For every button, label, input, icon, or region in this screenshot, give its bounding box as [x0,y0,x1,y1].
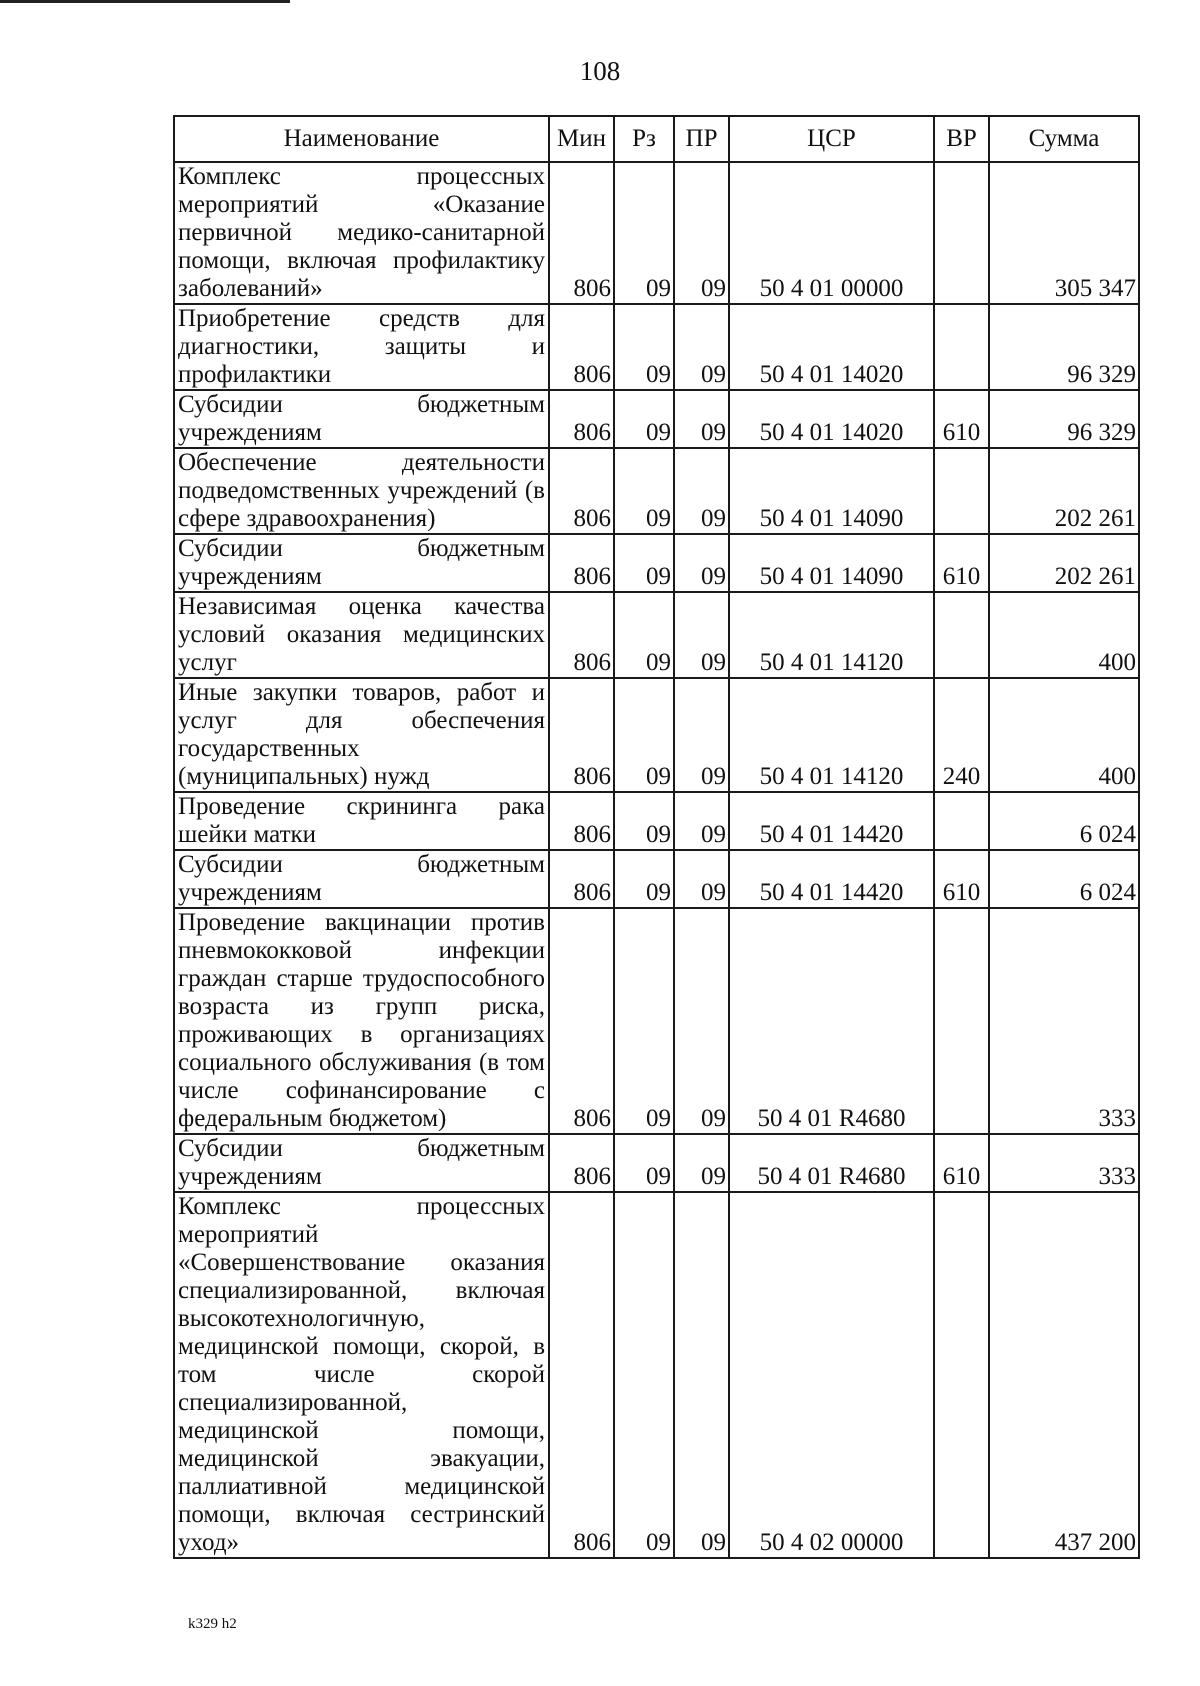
table-row [174,1192,1139,1558]
row-name: Проведение вакцинации против пневмококковой инфекции граждан старше трудоспособного возраста из групп риска, проживающих в организациях социального обслуживания (в том числе софинансирование с федеральным бюджетом) [174,908,549,1134]
table-row [174,162,1139,304]
footer-code: k329 h2 [188,1616,237,1632]
header-name: Наименование [174,116,549,162]
row-sum: 6 024 [989,850,1139,908]
table-row [174,304,1139,390]
row-vr: 610 [934,390,989,448]
table-row [174,448,1139,534]
row-sum: 305 347 [989,162,1139,304]
row-min: 806 [549,448,614,534]
table-row [174,792,1139,850]
row-rz: 09 [614,304,674,390]
row-name: Субсидии бюджетным учреждениям [174,1134,549,1192]
row-csr: 50 4 01 14020 [729,304,934,390]
row-rz: 09 [614,162,674,304]
row-rz: 09 [614,908,674,1134]
row-name: Иные закупки товаров, работ и услуг для обеспечения государственных (муниципальных) нужд [174,678,549,792]
row-vr [934,162,989,304]
row-rz: 09 [614,592,674,678]
row-vr [934,908,989,1134]
row-name: Проведение скрининга рака шейки матки [174,792,549,850]
table-row [174,592,1139,678]
row-sum: 202 261 [989,534,1139,592]
row-min: 806 [549,908,614,1134]
row-pr: 09 [674,592,729,678]
row-name: Приобретение средств для диагностики, защиты и профилактики [174,304,549,390]
table-row [174,390,1139,448]
row-pr: 09 [674,534,729,592]
row-pr: 09 [674,162,729,304]
row-name: Комплекс процессных мероприятий «Оказание первичной медико-санитарной помощи, включая профилактику заболеваний» [174,162,549,304]
row-sum: 333 [989,908,1139,1134]
row-vr [934,592,989,678]
row-vr [934,304,989,390]
row-pr: 09 [674,850,729,908]
row-min: 806 [549,850,614,908]
row-sum: 202 261 [989,448,1139,534]
row-sum: 6 024 [989,792,1139,850]
row-vr: 610 [934,1134,989,1192]
row-name: Субсидии бюджетным учреждениям [174,534,549,592]
row-name: Обеспечение деятельности подведомственных учреждений (в сфере здравоохранения) [174,448,549,534]
row-vr [934,1192,989,1558]
budget-table [173,115,1140,1559]
row-sum: 400 [989,592,1139,678]
header-pr: ПР [674,116,729,162]
row-pr: 09 [674,678,729,792]
row-pr: 09 [674,1192,729,1558]
row-sum: 96 329 [989,390,1139,448]
row-vr [934,448,989,534]
row-min: 806 [549,162,614,304]
row-csr: 50 4 01 14120 [729,592,934,678]
row-sum: 437 200 [989,1192,1139,1558]
row-vr: 610 [934,850,989,908]
row-min: 806 [549,390,614,448]
header-vr: ВР [934,116,989,162]
table-row [174,534,1139,592]
row-rz: 09 [614,678,674,792]
row-rz: 09 [614,792,674,850]
row-sum: 400 [989,678,1139,792]
row-name: Субсидии бюджетным учреждениям [174,390,549,448]
row-csr: 50 4 01 14090 [729,448,934,534]
row-csr: 50 4 01 14420 [729,792,934,850]
row-pr: 09 [674,1134,729,1192]
row-min: 806 [549,678,614,792]
row-name: Комплекс процессных мероприятий «Совершенствование оказания специализированной, включая высокотехнологичную, медицинской помощи, скорой, в том числе скорой специализированной, медицинской помощи, медицинской эвакуации, паллиативной медицинской помощи, включая сестринский уход» [174,1192,549,1558]
row-rz: 09 [614,448,674,534]
header-csr: ЦСР [729,116,934,162]
row-min: 806 [549,592,614,678]
row-min: 806 [549,1192,614,1558]
table-header-row [174,116,1139,162]
row-rz: 09 [614,390,674,448]
row-csr: 50 4 01 14120 [729,678,934,792]
table-row [174,1134,1139,1192]
row-min: 806 [549,534,614,592]
row-vr: 240 [934,678,989,792]
row-rz: 09 [614,1192,674,1558]
table-row [174,678,1139,792]
row-vr: 610 [934,534,989,592]
row-min: 806 [549,792,614,850]
row-csr: 50 4 01 R4680 [729,1134,934,1192]
header-sum: Сумма [989,116,1139,162]
row-min: 806 [549,304,614,390]
row-sum: 96 329 [989,304,1139,390]
header-min: Мин [549,116,614,162]
row-csr: 50 4 01 14420 [729,850,934,908]
row-sum: 333 [989,1134,1139,1192]
row-rz: 09 [614,534,674,592]
row-rz: 09 [614,850,674,908]
row-csr: 50 4 01 14090 [729,534,934,592]
row-csr: 50 4 01 R4680 [729,908,934,1134]
table-row [174,850,1139,908]
row-csr: 50 4 01 14020 [729,390,934,448]
row-min: 806 [549,1134,614,1192]
header-rz: Рз [614,116,674,162]
row-csr: 50 4 01 00000 [729,162,934,304]
row-name: Независимая оценка качества условий оказания медицинских услуг [174,592,549,678]
top-rule [0,0,290,3]
row-rz: 09 [614,1134,674,1192]
row-name: Субсидии бюджетным учреждениям [174,850,549,908]
row-csr: 50 4 02 00000 [729,1192,934,1558]
row-vr [934,792,989,850]
row-pr: 09 [674,448,729,534]
row-pr: 09 [674,792,729,850]
row-pr: 09 [674,304,729,390]
row-pr: 09 [674,390,729,448]
row-pr: 09 [674,908,729,1134]
page-number: 108 [579,56,621,86]
table-row [174,908,1139,1134]
